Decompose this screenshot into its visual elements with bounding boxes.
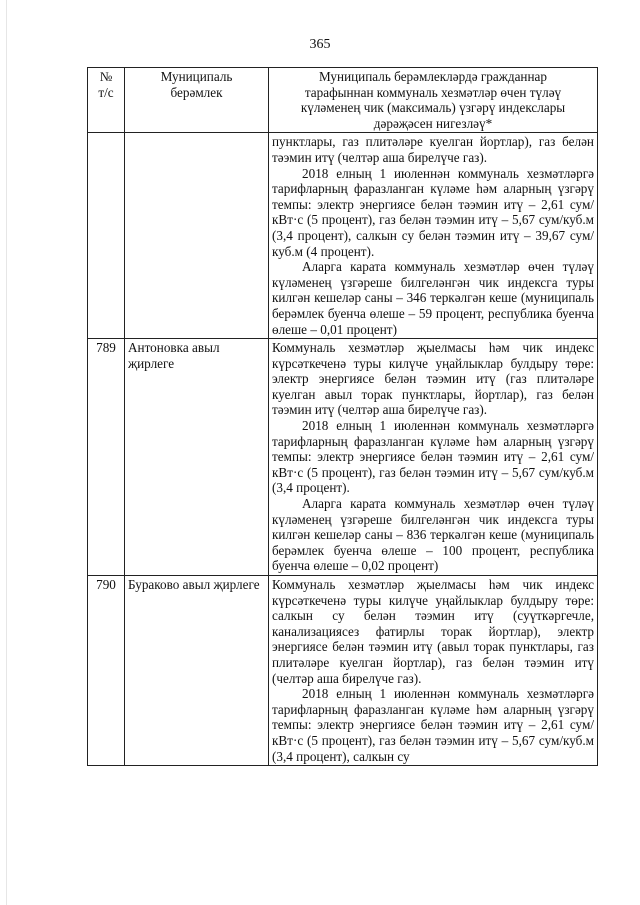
header-justification bbox=[269, 68, 598, 133]
row-municipality bbox=[125, 133, 269, 339]
header-justification-line: Муниципаль берәмлекләрдә гражданнар bbox=[319, 69, 547, 84]
header-number-line: № bbox=[99, 69, 113, 84]
table-row bbox=[88, 339, 598, 576]
row-description bbox=[269, 339, 598, 576]
description-paragraph: 2018 елның 1 июленнән коммуналь хезмәтләргә тарифларның фаразланган күләме һәм аларның үзгәрү темпы: электр энергиясе белән тәэмин итү – 2,61 сум/кВт·с (5 процент), газ белән тәэмин итү – 5,67 сум/куб.м (3,4 процент), салкын су bbox=[272, 686, 594, 764]
description-paragraph: Аларга карата коммуналь хезмәтләр өчен түләү күләменең үзгәреше билгеләнгән чик индексга туры килгән кешеләр саны – 836 теркәлгән кеше (муниципаль берәмлек буенча өлеше – 100 процент, республика буенча өлеше – 0,02 процент) bbox=[272, 496, 594, 574]
header-municipality-line: Муниципаль bbox=[160, 69, 233, 84]
description-paragraph: 2018 елның 1 июленнән коммуналь хезмәтләргә тарифларның фаразланган күләме һәм аларның үзгәрү темпы: электр энергиясе белән тәэмин итү – 2,61 сум/кВт·с (5 процент), газ белән тәэмин итү – 5,67 сум/куб.м (3,4 процент). bbox=[272, 418, 594, 496]
scan-edge-line bbox=[6, 0, 7, 905]
row-description bbox=[269, 576, 598, 766]
description-paragraph: 2018 елның 1 июленнән коммуналь хезмәтләргә тарифларның фаразланган күләме һәм аларның үзгәрү темпы: электр энергиясе белән тәэмин итү – 2,61 сум/кВт·с (5 процент), газ белән тәэмин итү – 5,67 сум/куб.м (3,4 процент), салкын су белән тәэмин итү – 39,67 сум/куб.м (4 процент). bbox=[272, 165, 594, 259]
header-number bbox=[88, 68, 125, 133]
tariff-table bbox=[87, 67, 598, 766]
description-paragraph: пунктлары, газ плитәләре куелган йортлар), газ белән тәэмин итү (челтәр аша бирелүче газ). bbox=[272, 134, 594, 165]
header-justification-line: күләменең чик (максималь) үзгәрү индекслары bbox=[300, 100, 566, 116]
table-header-row bbox=[88, 68, 598, 133]
header-number-line: т/с bbox=[98, 84, 114, 100]
header-municipality bbox=[125, 68, 269, 133]
description-paragraph: Аларга карата коммуналь хезмәтләр өчен түләү күләменең үзгәреше билгеләнгән чик индексга туры килгән кешеләр саны – 346 теркәлгән кеше (муниципаль берәмлек буенча өлеше – 59 процент, республика буенча өлеше – 0,01 процент) bbox=[272, 259, 594, 337]
row-number: 789 bbox=[88, 339, 125, 576]
header-justification-line: дәрәҗәсен нигезләү* bbox=[373, 115, 493, 131]
page-number: 365 bbox=[309, 37, 331, 52]
header-municipality-line: берәмлек bbox=[170, 84, 223, 100]
row-description bbox=[269, 133, 598, 339]
row-municipality: Бураково авыл җирлеге bbox=[125, 576, 269, 766]
row-number: 790 bbox=[88, 576, 125, 766]
description-paragraph: Коммуналь хезмәтләр җыелмасы һәм чик индекс күрсәткеченә туры килүче уңайлыклар булдыру төре: салкын су белән тәэмин итү (суүткәргечле, канализациясез фатирлы торак йортлар), электр энергиясе белән тәэмин итү (авыл торак пунктлары, газ плитәләре куелган йортлар), газ белән тәэмин итү (челтәр аша бирелүче газ). bbox=[272, 577, 594, 686]
row-municipality: Антоновка авыл җирлеге bbox=[125, 339, 269, 576]
row-number bbox=[88, 133, 125, 339]
description-paragraph: Коммуналь хезмәтләр җыелмасы һәм чик индекс күрсәткеченә туры килүче уңайлыклар булдыру төре: электр энергиясе белән тәэмин итү (газ плитәләре куелган авыл торак пунктлары, йортлар), газ белән тәэмин итү (челтәр аша бирелүче газ). bbox=[272, 340, 594, 418]
table-row bbox=[88, 576, 598, 766]
table-row bbox=[88, 133, 598, 339]
header-justification-line: тарафыннан коммуналь хезмәтләр өчен түләү bbox=[304, 84, 562, 100]
